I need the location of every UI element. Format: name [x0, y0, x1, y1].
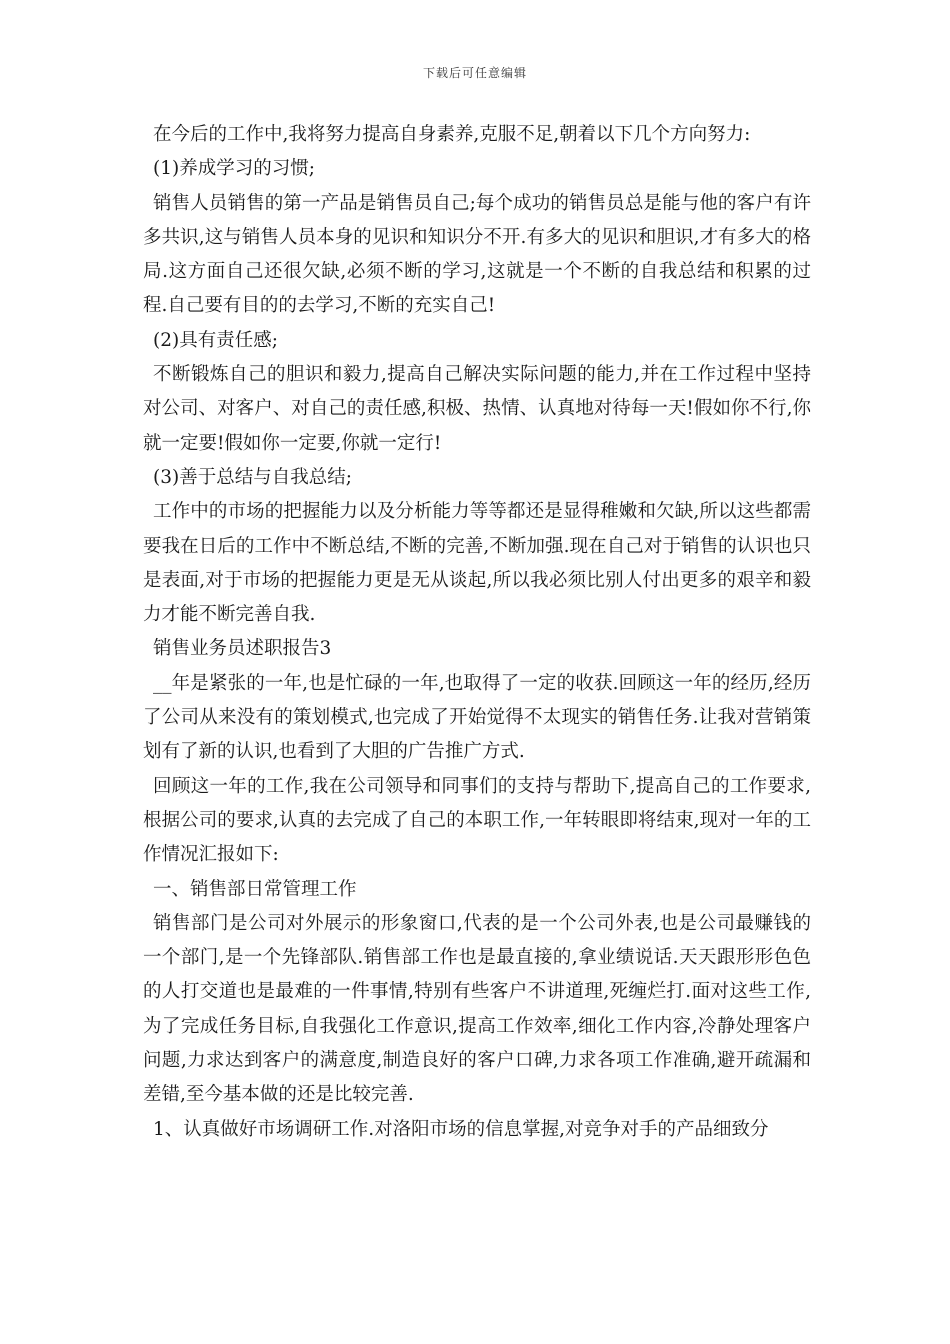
paragraph-responsibility: 不断锻炼自己的胆识和毅力,提高自己解决实际问题的能力,并在工作过程中坚持对公司、对客户、对自己的责任感,积极、热情、认真地对待每一天!假如你不行,你就一定要!假如你一定要,你就一定行!	[143, 364, 811, 454]
paragraph-summary: 工作中的市场的把握能力以及分析能力等等都还是显得稚嫩和欠缺,所以这些都需要我在日后的工作中不断总结,不断的完善,不断加强.现在自己对于销售的认识也只是表面,对于市场的把握能力更是无从谈起,所以我必须比别人付出更多的艰辛和毅力才能不断完善自我.	[143, 501, 811, 626]
paragraph-heading-1: (1)养成学习的习惯;	[153, 158, 315, 180]
report-title: 销售业务员述职报告3	[153, 638, 332, 660]
paragraph-learning: 销售人员销售的第一产品是销售员自己;每个成功的销售员总是能与他的客户有许多共识,这与销售人员本身的见识和知识分不开.有多大的见识和胆识,才有多大的格局.这方面自己还很欠缺,必须不断的学习,这就是一个不断的自我总结和积累的过程.自己要有目的的去学习,不断的充实自己!	[143, 192, 811, 317]
document-body	[143, 118, 811, 1147]
paragraph-heading-2: (2)具有责任感;	[153, 329, 278, 351]
paragraph-year-review: __年是紧张的一年,也是忙碌的一年,也取得了一定的收获.回顾这一年的经历,经历了公司从来没有的策划模式,也完成了开始觉得不太现实的销售任务.让我对营销策划有了新的认识,也看到了大胆的广告推广方式.	[143, 672, 811, 763]
paragraph-work-review: 回顾这一年的工作,我在公司领导和同事们的支持与帮助下,提高自己的工作要求,根据公司的要求,认真的去完成了自己的本职工作,一年转眼即将结束,现对一年的工作情况汇报如下:	[143, 775, 811, 866]
section-heading: 一、销售部日常管理工作	[153, 878, 357, 900]
page-header: 下载后可任意编辑	[422, 66, 527, 80]
paragraph-intro: 在今后的工作中,我将努力提高自身素养,克服不足,朝着以下几个方向努力:	[153, 124, 751, 145]
paragraph-sales-dept: 销售部门是公司对外展示的形象窗口,代表的是一个公司外表,也是公司最赚钱的一个部门,是一个先锋部队.销售部工作也是最直接的,拿业绩说话.天天跟形形色色的人打交道也是最难的一件事情,特别有些客户不讲道理,死缠烂打.面对这些工作,为了完成任务目标,自我强化工作意识,提高工作效率,细化工作内容,冷静处理客户问题,力求达到客户的满意度,制造良好的客户口碑,力求各项工作准确,避开疏漏和差错,至今基本做的还是比较完善.	[143, 912, 811, 1106]
paragraph-heading-3: (3)善于总结与自我总结;	[153, 466, 352, 488]
paragraph-market-research: 1、认真做好市场调研工作.对洛阳市场的信息掌握,对竞争对手的产品细致分	[153, 1118, 769, 1140]
